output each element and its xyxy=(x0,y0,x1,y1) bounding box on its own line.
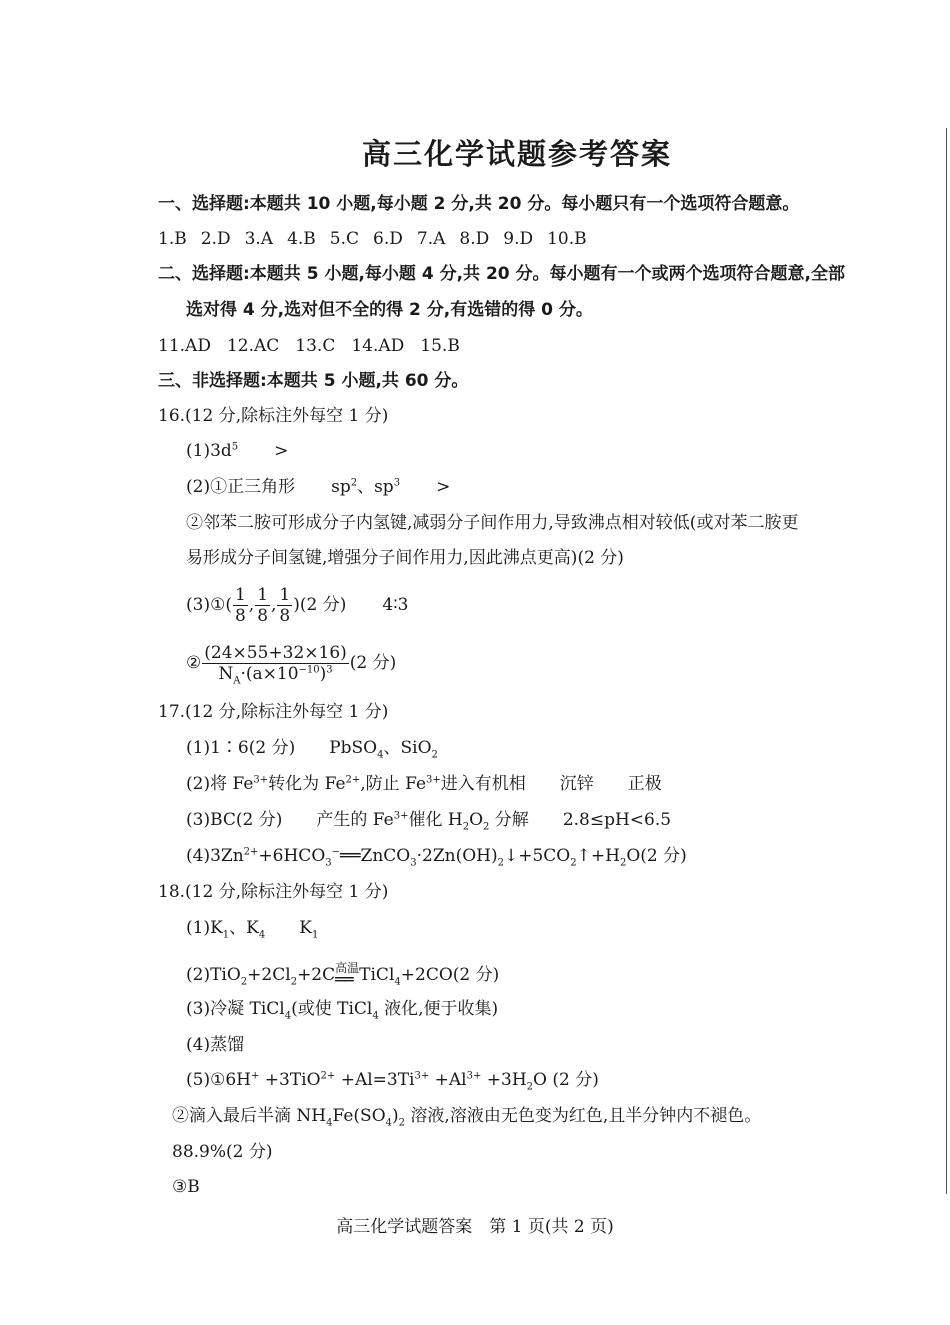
answer-6: 6.D xyxy=(373,229,403,249)
answer-13: 13.C xyxy=(295,336,336,356)
section-1-header: 一、选择题:本题共 10 小题,每小题 2 分,共 20 分。每小题只有一个选项符合题意。 xyxy=(158,194,800,214)
section-2-answers xyxy=(158,335,460,357)
q18-part2: $(2)TiO_2+2Cl_2+2C$ 高温 ══ TiCl$_4$+2CO(2 分) xyxy=(186,961,500,990)
q18-part3: (3)冷凝 TiCl$_4$(或使 TiCl$_4$ 液化,便于收集) xyxy=(186,999,499,1022)
answer-5: 5.C xyxy=(329,229,360,249)
q17-part4: $(4)3Zn^{2+}+6HCO_3^-══ZnCO_3\cdot 2Zn(OH)_2↓+5CO_2↑+H_2O(2$ 分) xyxy=(186,846,687,869)
q16-part3b: ② $\frac{(24\times 55+32\times 16)}{N_A\cdot(a\times 10^{-10})^3}$ (2 分) xyxy=(186,643,397,687)
page-title: 高三化学试题参考答案 xyxy=(361,137,672,171)
q18-part1: $(1)K_1$、$K_4$ $K_1$ xyxy=(186,918,319,941)
q18-part5c: 88.9%(2 分) xyxy=(172,1142,273,1162)
section-2-header-line1: 二、选择题:本题共 5 小题,每小题 4 分,共 20 分。每小题有一个或两个选项符合题意,全部 xyxy=(158,264,845,284)
page-footer: 高三化学试题答案 第 1 页(共 2 页) xyxy=(336,1217,614,1237)
answer-12: 12.AC xyxy=(226,336,280,356)
q18-part4: (4)蒸馏 xyxy=(186,1035,245,1055)
answer-1: 1.B xyxy=(158,229,187,249)
q17-head: 17.(12 分,除标注外每空 1 分) xyxy=(158,702,389,722)
answer-4: 4.B xyxy=(287,229,316,249)
section-3-header: 三、非选择题:本题共 5 小题,共 60 分。 xyxy=(158,371,469,391)
answer-9: 9.D xyxy=(503,229,534,249)
answer-2: 2.D xyxy=(200,229,231,249)
answer-11: 11.AD xyxy=(158,336,211,356)
q16-part1: $(1)3d^5$ > xyxy=(186,441,289,461)
q18-part5b: ②滴入最后半滴 $NH_4Fe(SO_4)_2$ 溶液,溶液由无色变为红色,且半分钟内不褪色。 xyxy=(172,1106,762,1129)
answer-10: 10.B xyxy=(547,229,587,249)
answer-8: 8.D xyxy=(459,229,490,249)
q16-part3: (3)①( $\frac{1}{8}$ , $\frac{1}{8}$ , $\frac{1}{8}$ )(2 分) 4∶3 xyxy=(186,585,409,626)
q16-part2: (2)①正三角形 $sp^2$、$sp^3$ > xyxy=(186,477,451,497)
q17-part2: (2)将 $Fe^{3+}$转化为 $Fe^{2+}$,防止 $Fe^{3+}$进入有机相 沉锌 正极 xyxy=(186,774,662,794)
answer-3: 3.A xyxy=(244,229,274,249)
fraction-1: $\frac{1}{8}$ xyxy=(234,585,246,626)
fraction-2: $\frac{1}{8}$ xyxy=(257,585,269,626)
q16-part2b-line2: 易形成分子间氢键,增强分子间作用力,因此沸点更高)(2 分) xyxy=(186,548,624,568)
fraction-3: $\frac{1}{8}$ xyxy=(279,585,291,626)
q18-head: 18.(12 分,除标注外每空 1 分) xyxy=(158,882,389,902)
section-1-answers xyxy=(158,228,587,250)
section-2-header-line2: 选对得 4 分,选对但不全的得 2 分,有选错的得 0 分。 xyxy=(186,300,593,320)
density-fraction: $\frac{(24\times 55+32\times 16)}{N_A\cdot(a\times 10^{-10})^3}$ xyxy=(204,643,347,687)
q16-part2b-line1: ②邻苯二胺可形成分子内氢键,减弱分子间作用力,导致沸点相对较低(或对苯二胺更 xyxy=(186,513,799,533)
page-edge-rule xyxy=(946,128,947,1194)
q18-part5d: ③B xyxy=(172,1177,200,1197)
answer-7: 7.A xyxy=(416,229,446,249)
q16-head: 16.(12 分,除标注外每空 1 分) xyxy=(158,406,389,426)
q17-part3: (3)BC(2 分) 产生的 $Fe^{3+}$催化 $H_2O_2$ 分解 2.8≤pH<6.5 xyxy=(186,810,672,833)
answer-14: 14.AD xyxy=(351,336,405,356)
answer-15: 15.B xyxy=(420,336,460,356)
reaction-condition: 高温 ══ xyxy=(335,961,360,990)
q17-part1: (1)1∶6(2 分) PbSO$_4$、SiO$_2$ xyxy=(186,738,438,761)
q18-part5: (5)①6H+ $+3TiO^{2+} +Al=3Ti^{3+} +Al^{3+} +3H_2O$ (2 分) xyxy=(186,1070,599,1093)
